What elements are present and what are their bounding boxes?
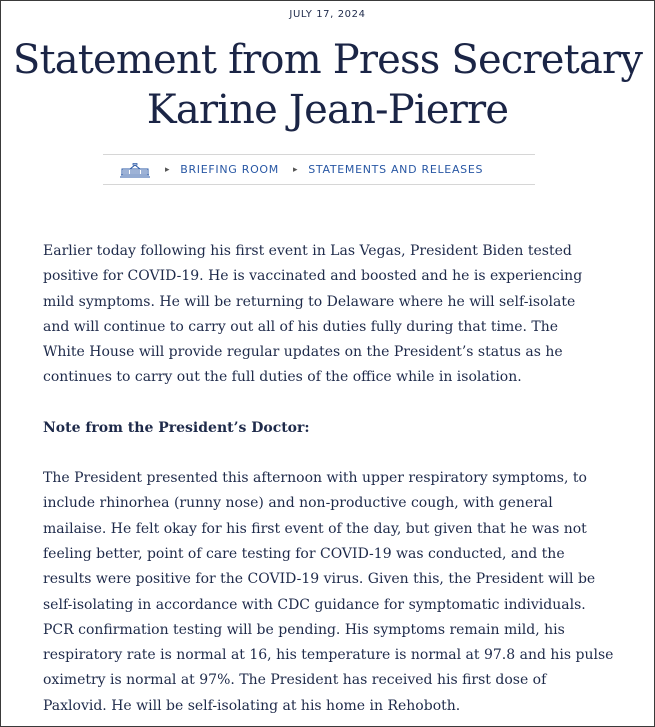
text-line: respiratory rate is normal at 16, his temperature is normal at 97.8 and his pulse [43, 647, 614, 664]
page-title-line: Karine Jean-Pierre [146, 87, 509, 133]
chevron-right-icon: ▸ [292, 164, 299, 175]
doctor-note-heading: Note from the President’s Doctor: [43, 419, 310, 436]
text-line: include rhinorhea (runny nose) and non-productive cough, with general [43, 495, 553, 512]
text-line: oximetry is normal at 97%. The President has received his first dose of [43, 672, 547, 689]
white-house-icon[interactable] [119, 162, 151, 178]
chevron-right-icon: ▸ [165, 164, 171, 175]
article-body [43, 239, 623, 719]
text-line: mailaise. He felt okay for his first event of the day, but given that he was not [43, 520, 587, 537]
statement-paragraph [43, 239, 623, 391]
text-line: positive for COVID-19. He is vaccinated and boosted and he is experiencing [43, 268, 583, 285]
doctor-note-paragraph [43, 466, 623, 719]
text-line: Earlier today following his first event in Las Vegas, President Biden tested [43, 243, 572, 259]
breadcrumb-link-briefing-room[interactable]: BRIEFING ROOM [180, 163, 279, 176]
breadcrumb-link-statements-and-releases[interactable]: STATEMENTS AND RELEASES [308, 163, 484, 176]
text-line: results were positive for the COVID-19 virus. Given this, the President will be [43, 571, 596, 588]
text-line: PCR confirmation testing will be pending. His symptoms remain mild, his [43, 621, 565, 638]
text-line: self-isolating in accordance with CDC guidance for symptomatic individuals. [43, 596, 586, 613]
post-date: JULY 17, 2024 [289, 9, 366, 20]
text-line: The President presented this afternoon with upper respiratory symptoms, to [43, 470, 587, 487]
text-line: Paxlovid. He will be self-isolating at his home in Rehoboth. [43, 697, 461, 714]
text-line: White House will provide regular updates on the President’s status as he [43, 344, 563, 361]
page-title [1, 35, 654, 135]
text-line: feeling better, point of care testing for COVID-19 was conducted, and the [43, 545, 565, 562]
text-line: continues to carry out the full duties of the office while in isolation. [43, 369, 522, 386]
page-title-line: Statement from Press Secretary [12, 37, 643, 83]
text-line: mild symptoms. He will be returning to Delaware where he will self-isolate [43, 293, 576, 310]
text-line: and will continue to carry out all of his duties fully during that time. The [43, 318, 559, 335]
breadcrumb [103, 154, 535, 185]
